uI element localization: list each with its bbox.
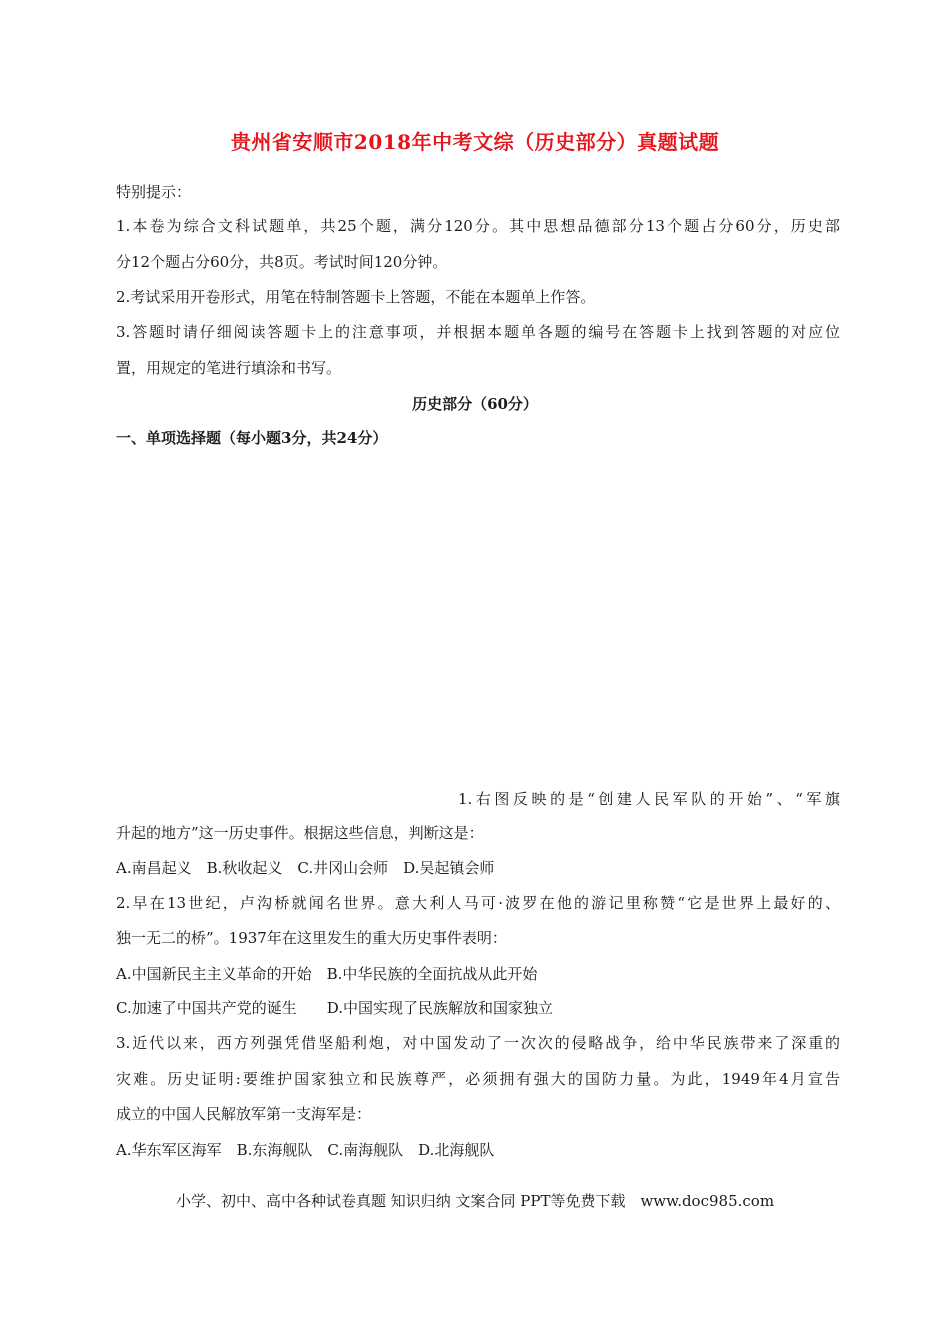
notice-item-1-line-1: 1.本卷为综合文科试题单，共25个题，满分120分。其中思想品德部分13个题占分60分，历史部	[116, 217, 840, 235]
question-3-line-1: 3.近代以来，西方列强凭借坚船利炮，对中国发动了一次次的侵略战争，给中华民族带来了深重的	[116, 1034, 840, 1052]
question-1-line-1: 1.右图反映的是“创建人民军队的开始”、“军旗	[458, 790, 840, 808]
question-3-line-2: 灾难。历史证明:要维护国家独立和民族尊严，必须拥有强大的国防力量。为此，1949年4月宣告	[116, 1070, 840, 1088]
question-2-options-1: A.中国新民主主义革命的开始 B.中华民族的全面抗战从此开始	[116, 965, 538, 983]
notice-heading: 特别提示：	[116, 183, 192, 201]
notice-item-3-line-2: 置，用规定的笔进行填涂和书写。	[116, 359, 342, 377]
question-2-line-2: 独一无二的桥”。1937年在这里发生的重大历史事件表明：	[116, 929, 507, 947]
section-title: 历史部分（60分）	[412, 395, 538, 413]
notice-item-3-line-1: 3.答题时请仔细阅读答题卡上的注意事项，并根据本题单各题的编号在答题卡上找到答题的对应位	[116, 323, 840, 341]
question-3-options: A.华东军区海军 B.东海舰队 C.南海舰队 D.北海舰队	[116, 1141, 495, 1159]
page-footer: 小学、初中、高中各种试卷真题 知识归纳 文案合同 PPT等免费下载 www.doc985.com	[175, 1192, 775, 1210]
question-1-options: A.南昌起义 B.秋收起义 C.井冈山会师 D.吴起镇会师	[116, 859, 495, 877]
question-3-line-3: 成立的中国人民解放军第一支海军是：	[116, 1105, 372, 1123]
notice-item-1-line-2: 分12个题占分60分，共8页。考试时间120分钟。	[116, 253, 448, 271]
question-1-line-2: 升起的地方”这一历史事件。根据这些信息，判断这是：	[116, 824, 484, 842]
question-image-area	[116, 462, 840, 777]
notice-item-2: 2.考试采用开卷形式，用笔在特制答题卡上答题，不能在本题单上作答。	[116, 288, 596, 306]
document-title: 贵州省安顺市2018年中考文综（历史部分）真题试题	[230, 130, 720, 154]
part-heading: 一、单项选择题（每小题3分，共24分）	[116, 429, 388, 447]
question-2-line-1: 2.早在13世纪，卢沟桥就闻名世界。意大利人马可·波罗在他的游记里称赞“它是世界上最好的、	[116, 894, 840, 912]
question-2-options-2: C.加速了中国共产党的诞生 D.中国实现了民族解放和国家独立	[116, 999, 553, 1017]
